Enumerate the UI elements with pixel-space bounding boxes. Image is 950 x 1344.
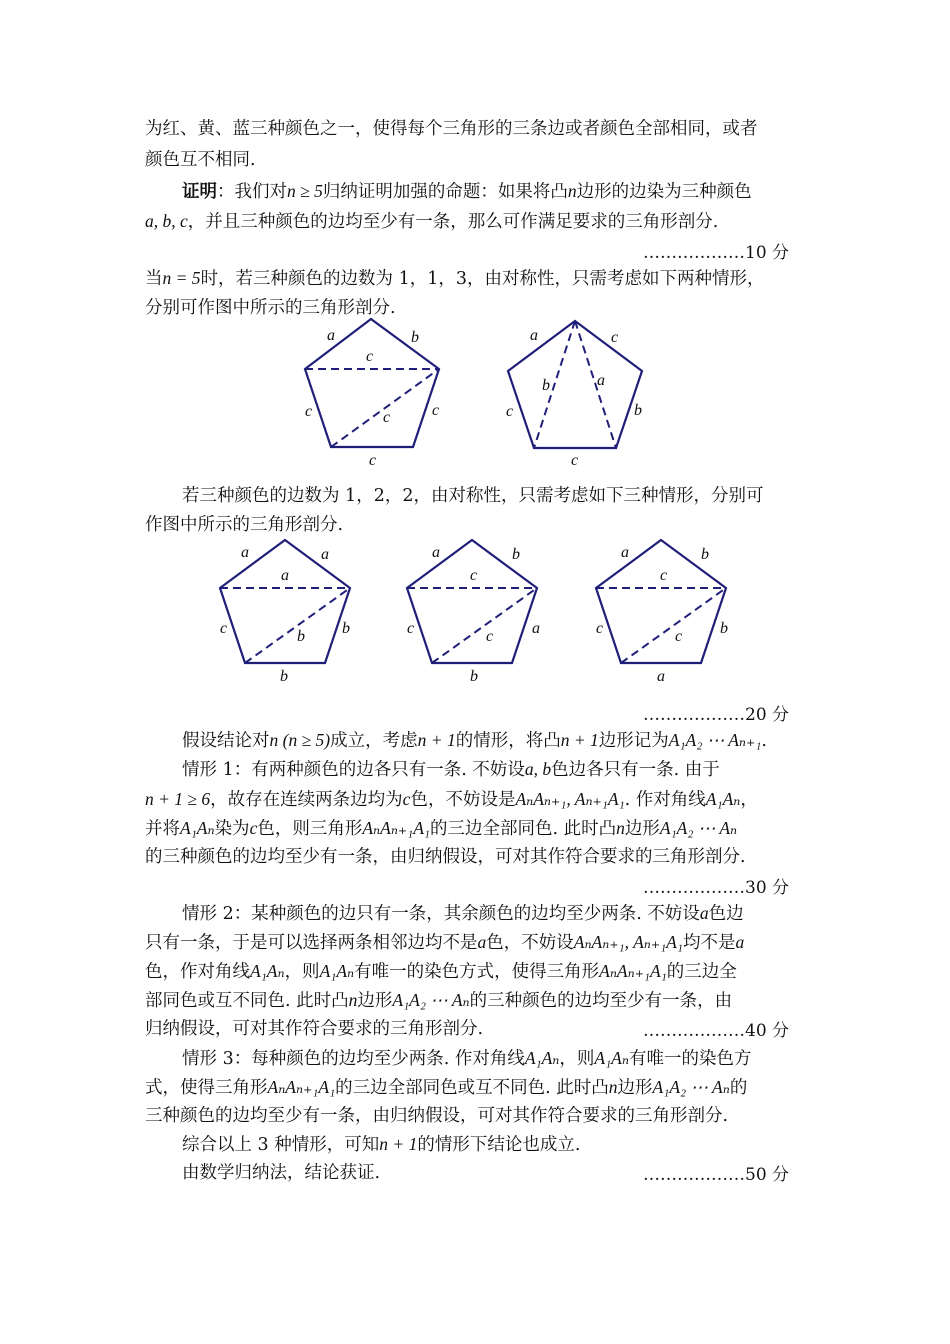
math: n = 5 [162, 268, 201, 288]
label-bottom: b [280, 668, 288, 685]
label-left: c [305, 403, 313, 420]
intro-line-2: 颜色互不相同. [145, 150, 256, 170]
case3-line-1 [182, 1046, 751, 1071]
math: n + 1 [379, 1134, 418, 1154]
score-40: ………………40 分 [643, 1021, 790, 1041]
math: a [735, 932, 745, 952]
case2-line-1 [182, 901, 744, 926]
text: 色，作对角线 [145, 962, 250, 982]
label-top-left: a [621, 544, 629, 561]
case3-line-3: 三种颜色的边均至少有一条，由归纳假设，可对其作符合要求的三角形剖分. [145, 1106, 729, 1126]
text: ， [740, 790, 758, 810]
case1-line-4: 的三种颜色的边均至少有一条，由归纳假设，可对其作符合要求的三角形剖分. [145, 847, 746, 867]
text: 边形 [357, 991, 393, 1011]
label-diag-mid: c [486, 628, 494, 645]
text: 边形 [617, 1078, 653, 1098]
induction-line [182, 728, 767, 753]
case122-line-2: 作图中所示的三角形剖分. [145, 515, 344, 535]
label-top-right: b [411, 329, 419, 346]
label-diag-mid: c [675, 628, 683, 645]
intro-line-1: 为红、黄、蓝三种颜色之一，使得每个三角形的三条边或者颜色全部相同，或者 [145, 119, 758, 139]
text: 的三边全 [666, 962, 737, 982]
text: 边形记为 [598, 731, 669, 751]
label-diag-top: c [660, 567, 668, 584]
label-diag-mid: b [297, 628, 305, 645]
math: AₙAₙ₊₁A₁ [599, 961, 667, 981]
score-20: ………………20 分 [643, 705, 790, 725]
text: 综合以上 3 种情形，可知 [182, 1135, 380, 1155]
label-top-right: a [321, 546, 329, 563]
label-top-right: c [611, 329, 619, 346]
label-diag-top: c [470, 567, 478, 584]
conclusion-line: 由数学归纳法，结论获证. [182, 1163, 381, 1183]
math: AₙAₙ₊₁A₁ [362, 818, 431, 838]
text: ，故存在连续两条边均为 [210, 790, 403, 810]
math: a [699, 903, 709, 923]
text: 式，使得三角形 [145, 1078, 268, 1098]
label-right: b [634, 402, 642, 419]
case122-line-1: 若三种颜色的边数为 1，2，2，由对称性，只需考虑如下三种情形，分别可 [182, 486, 764, 506]
case2-line-2 [145, 930, 744, 955]
text: 均不是 [682, 933, 736, 953]
case2-line-3 [145, 959, 737, 984]
math: n + 1 ≥ 6 [145, 789, 211, 809]
text: 边形的边染为三种颜色 [576, 182, 752, 202]
label-left: c [220, 620, 228, 637]
text: 色边 [708, 904, 744, 924]
case1-line-3 [145, 816, 737, 841]
text: 边形 [624, 819, 660, 839]
text: 并将 [145, 819, 180, 839]
text: 有唯一的染色方 [628, 1049, 752, 1069]
text: 归纳证明加强的命题：如果将凸 [322, 182, 568, 202]
label-diag-top: c [366, 348, 374, 365]
label-diag-mid: c [383, 409, 391, 426]
math: A₁A₂ ⋯ Aₙ [392, 990, 470, 1010]
text: 的三边全部同色或互不同色. 此时凸 [335, 1078, 609, 1098]
text: 的情形下结论也成立. [417, 1135, 581, 1155]
math: a, b, c [145, 211, 188, 231]
math: A₁A₂ ⋯ Aₙ₊₁ [668, 730, 762, 750]
math: A₁Aₙ [180, 818, 215, 838]
text: 色，不妨设 [486, 933, 574, 953]
text: 当 [145, 269, 163, 289]
label-right: b [720, 620, 728, 637]
math: n ≥ 5 [287, 181, 323, 201]
pentagon-figure-3 [220, 540, 350, 685]
text: 情形 3：每种颜色的边均至少两条. 作对角线 [182, 1049, 525, 1069]
text: 的三种颜色的边均至少有一条，由 [469, 991, 733, 1011]
text: 假设结论对 [182, 731, 270, 751]
pentagon-figure-4 [407, 540, 540, 685]
math: A₁Aₙ [250, 961, 285, 981]
text: 染为 [214, 819, 250, 839]
score-30: ………………30 分 [643, 878, 790, 898]
case3-line-2 [145, 1075, 747, 1100]
math: c [402, 789, 411, 809]
text: 有唯一的染色方式，使得三角形 [354, 962, 600, 982]
label-diag-top: a [281, 567, 289, 584]
case2-line-4 [145, 988, 732, 1013]
summary-line [182, 1132, 580, 1157]
label-top-left: a [327, 327, 335, 344]
text: 的情形，将凸 [455, 731, 561, 751]
label-left: c [506, 403, 514, 420]
proof-label: 证明 [182, 182, 217, 202]
text: 的三边全部同色. 此时凸 [430, 819, 617, 839]
text: ，则 [284, 962, 320, 982]
label-top-left: a [241, 544, 249, 561]
text: 色边各只有一条. 由于 [551, 760, 720, 780]
label-bottom: c [369, 452, 377, 469]
math: A₁Aₙ [524, 1048, 560, 1068]
text: ：我们对 [217, 182, 287, 202]
math: AₙAₙ₊₁, Aₙ₊₁A₁ [573, 932, 683, 952]
label-top-left: a [530, 327, 538, 344]
math: A₁Aₙ [594, 1048, 629, 1068]
math: A₁A₂ ⋯ Aₙ [652, 1077, 730, 1097]
text: 色，则三角形 [257, 819, 363, 839]
case2-line-5: 归纳假设，可对其作符合要求的三角形剖分. [145, 1019, 484, 1039]
math: n [608, 1077, 618, 1097]
math: AₙAₙ₊₁A₁ [267, 1077, 336, 1097]
case5-line-2: 分别可作图中所示的三角形剖分. [145, 298, 396, 318]
label-bottom: a [657, 668, 665, 685]
label-left: c [407, 620, 415, 637]
text: 部同色或互不同色. 此时凸 [145, 991, 349, 1011]
math: n [348, 990, 358, 1010]
math: n [616, 818, 625, 838]
math: a, b [524, 759, 552, 779]
text: ，则 [559, 1049, 595, 1069]
text: . [761, 731, 767, 751]
label-left: c [596, 620, 604, 637]
score-10: ………………10 分 [643, 243, 790, 263]
math: a [477, 932, 487, 952]
math: n + 1 [417, 730, 456, 750]
label-top-left: a [432, 544, 440, 561]
label-bottom: b [470, 668, 478, 685]
math: n (n ≥ 5) [269, 730, 331, 750]
label-diag-right: a [597, 372, 605, 389]
text: 情形 2：某种颜色的边只有一条，其余颜色的边均至少两条. 不妨设 [182, 904, 700, 924]
text: 色，不妨设是 [410, 790, 516, 810]
math: A₁Aₙ [705, 789, 741, 809]
label-bottom: c [571, 452, 579, 469]
label-diag-left: b [542, 377, 550, 394]
text: 的 [729, 1078, 748, 1098]
case1-line-2 [145, 787, 758, 812]
text: 情形 1：有两种颜色的边各只有一条. 不妨设 [182, 760, 525, 780]
math: c [249, 818, 258, 838]
math: n + 1 [560, 730, 599, 750]
label-right: a [532, 620, 540, 637]
text: 只有一条，于是可以选择两条相邻边均不是 [145, 933, 478, 953]
label-top-right: b [701, 546, 709, 563]
text: 时，若三种颜色的边数为 1，1，3，由对称性，只需考虑如下两种情形， [200, 269, 765, 289]
label-top-right: b [512, 546, 520, 563]
math: A₁Aₙ [319, 961, 355, 981]
label-right: b [342, 620, 350, 637]
case1-line-1 [182, 757, 720, 782]
text: . 作对角线 [624, 790, 706, 810]
text: ，并且三种颜色的边均至少有一条，那么可作满足要求的三角形剖分. [187, 212, 719, 232]
pentagon-figure-5 [596, 540, 728, 685]
math: n [567, 181, 577, 201]
math: A₁A₂ ⋯ Aₙ [659, 818, 738, 838]
score-50: ………………50 分 [643, 1165, 790, 1185]
text: 成立，考虑 [330, 731, 418, 751]
label-right: c [432, 402, 440, 419]
math: AₙAₙ₊₁, Aₙ₊₁A₁ [515, 789, 625, 809]
